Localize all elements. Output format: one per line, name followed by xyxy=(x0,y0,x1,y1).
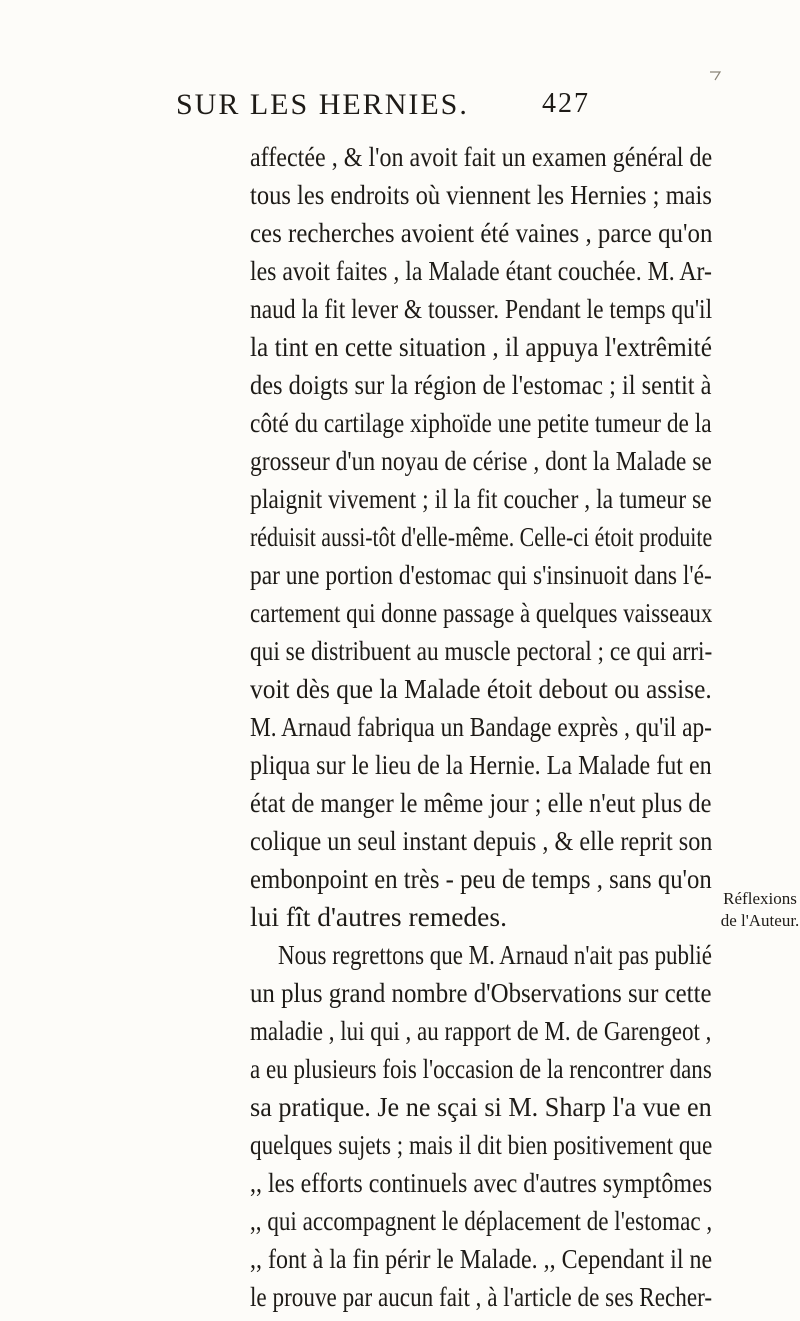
text-line: qui se distribuent au muscle pectoral ; ce qui arri- xyxy=(250,635,713,666)
margin-note-line: Réflexions xyxy=(723,889,797,908)
text-line: cartement qui donne passage à quelques vaisseaux xyxy=(250,597,713,628)
text-line: côté du cartilage xiphoïde une petite tumeur de la xyxy=(250,407,712,438)
text-line: maladie , lui qui , au rapport de M. de Garengeot , xyxy=(250,1015,712,1046)
running-head-title: SUR LES HERNIES. xyxy=(176,88,469,121)
text-line: affectée , & l'on avoit fait un examen général de xyxy=(250,141,713,172)
text-line: colique un seul instant depuis , & elle reprit son xyxy=(250,825,713,856)
text-line: quelques sujets ; mais il dit bien positivement que xyxy=(250,1129,713,1160)
text-line: lui fît d'autres remedes. xyxy=(250,901,507,932)
text-line: plaignit vivement ; il la fit coucher , la tumeur se xyxy=(250,483,712,514)
text-line: par une portion d'estomac qui s'insinuoit dans l'é- xyxy=(250,559,712,590)
text-line: tous les endroits où viennent les Hernies ; mais xyxy=(250,179,712,210)
text-line: ,, les efforts continuels avec d'autres symptômes xyxy=(250,1167,713,1198)
margin-note xyxy=(720,888,800,932)
text-line: ,, font à la fin périr le Malade. ,, Cependant il ne xyxy=(250,1243,713,1274)
text-line: ces recherches avoient été vaines , parce qu'on xyxy=(250,217,713,248)
text-line: voit dès que la Malade étoit debout ou assise. xyxy=(250,673,712,704)
text-line: sa pratique. Je ne sçai si M. Sharp l'a vue en xyxy=(250,1091,712,1122)
text-line: réduisit aussi-tôt d'elle-même. Celle-ci étoit produite xyxy=(250,521,713,552)
text-line: M. Arnaud fabriqua un Bandage exprès , qu'il ap- xyxy=(250,711,712,742)
text-line: des doigts sur la région de l'estomac ; il sentit à xyxy=(250,369,712,400)
text-line: embonpoint en très - peu de temps , sans qu'on xyxy=(250,863,712,894)
running-head xyxy=(176,88,696,128)
page-number: 427 xyxy=(542,88,590,119)
text-line: a eu plusieurs fois l'occasion de la rencontrer dans xyxy=(250,1053,712,1084)
text-line: état de manger le même jour ; elle n'eut plus de xyxy=(250,787,712,818)
text-line: le prouve par aucun fait , à l'article de ses Recher- xyxy=(250,1281,713,1312)
text-line: la tint en cette situation , il appuya l'extrêmité xyxy=(250,331,712,362)
text-line: les avoit faites , la Malade étant couchée. M. Ar- xyxy=(250,255,712,286)
text-line: Nous regrettons que M. Arnaud n'ait pas publié xyxy=(278,939,712,970)
text-line: un plus grand nombre d'Observations sur cette xyxy=(250,977,712,1008)
corner-mark-icon xyxy=(708,70,722,82)
text-line: ,, qui accompagnent le déplacement de l'estomac , xyxy=(250,1205,713,1236)
text-line: pliqua sur le lieu de la Hernie. La Malade fut en xyxy=(250,749,712,780)
margin-note-line: de l'Auteur. xyxy=(720,911,800,930)
text-line: grosseur d'un noyau de cérise , dont la Malade se xyxy=(250,445,712,476)
text-line: naud la fit lever & tousser. Pendant le temps qu'il xyxy=(250,293,713,324)
